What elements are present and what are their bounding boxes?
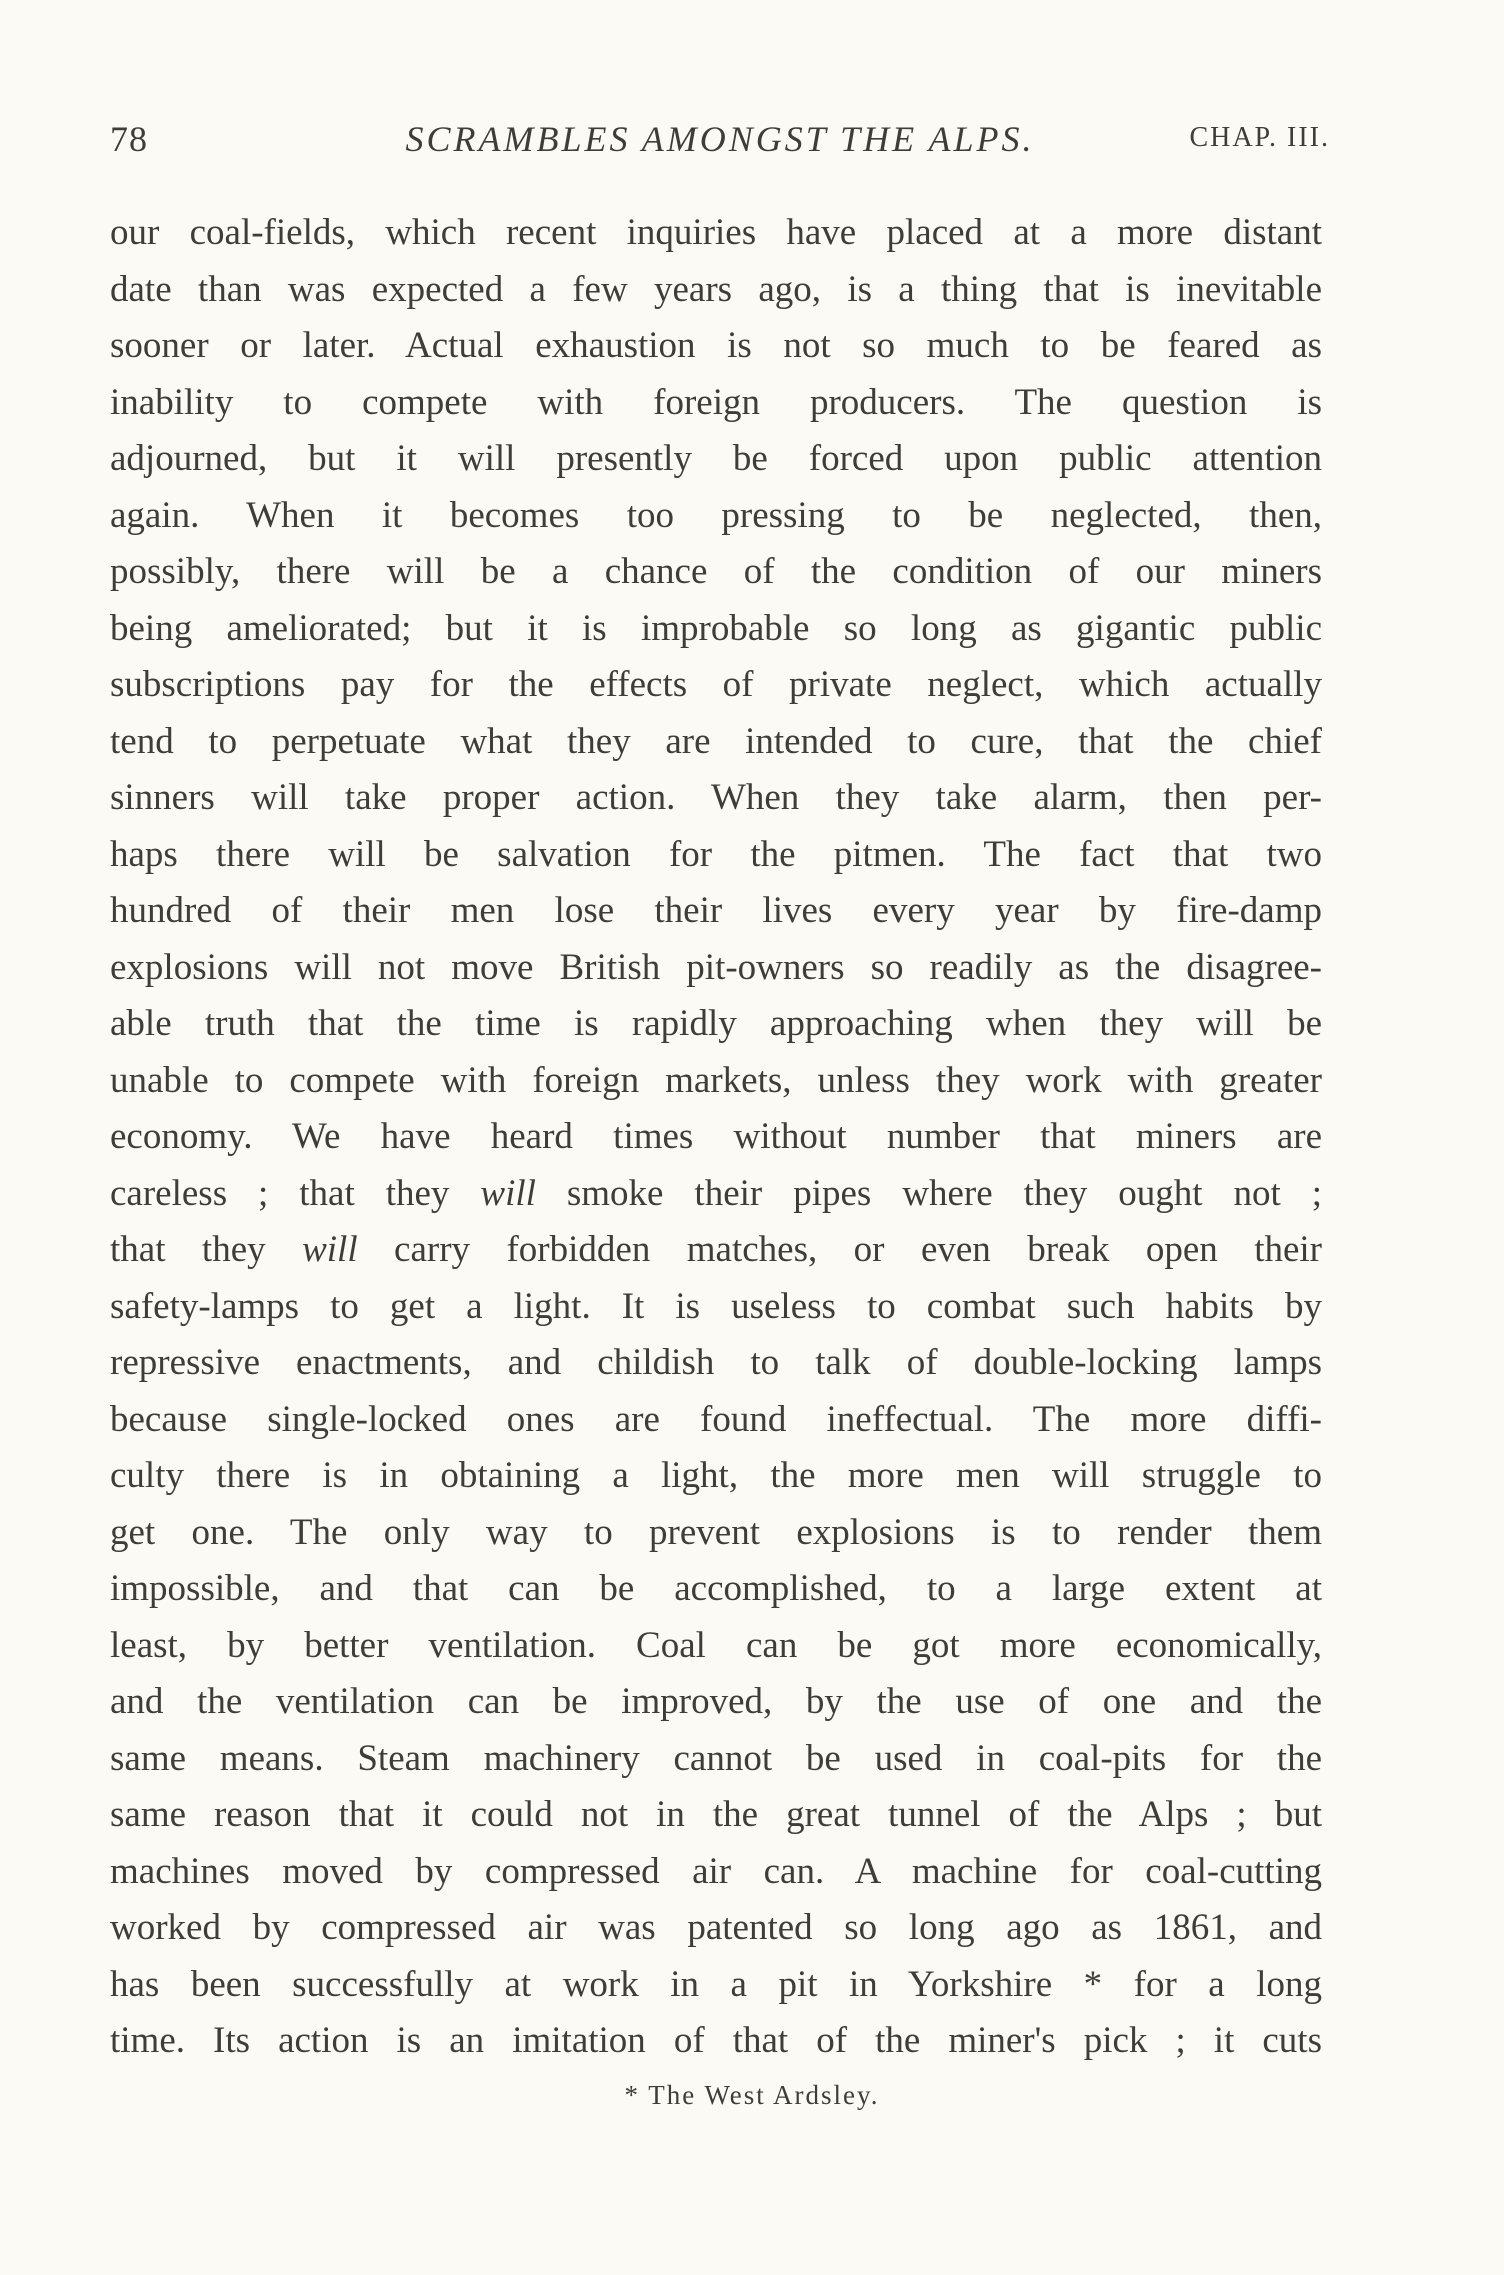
- text-segment: date than was expected a few years ago, is a thing that is inevitable: [110, 268, 1322, 310]
- text-segment: able truth that the time is rapidly approaching when they will be: [110, 1003, 1322, 1044]
- text-line: [110, 1561, 1322, 1618]
- text-line: [110, 431, 1322, 488]
- text-line: [110, 1053, 1322, 1110]
- text-line: [110, 544, 1322, 601]
- footnote: * The West Ardsley.: [624, 2080, 880, 2110]
- text-segment: time. Its action is an imitation of that of the miner's pick ; it cuts: [110, 2020, 1322, 2061]
- text-segment: again. When it becomes too pressing to be neglected, then,: [110, 494, 1322, 536]
- text-line: [110, 205, 1322, 262]
- text-segment: sinners will take proper action. When they take alarm, then per-: [110, 777, 1322, 818]
- running-head: [110, 118, 1330, 168]
- text-segment: impossible, and that can be accomplished, to a large extent at: [110, 1568, 1322, 1609]
- text-line: [110, 1731, 1322, 1788]
- text-line: [110, 827, 1322, 884]
- text-line: [110, 1674, 1322, 1731]
- text-segment: machines moved by compressed air can. A machine for coal-cutting: [110, 1850, 1322, 1892]
- text-segment: our coal-fields, which recent inquiries have placed at a more distant: [110, 212, 1322, 253]
- text-line: [110, 1448, 1322, 1505]
- text-line: [110, 262, 1322, 319]
- text-line: [110, 714, 1322, 771]
- text-segment: same reason that it could not in the great tunnel of the Alps ; but: [110, 1794, 1322, 1835]
- text-line: [110, 318, 1322, 375]
- text-line: [110, 996, 1322, 1053]
- text-line: [110, 1335, 1322, 1392]
- running-title: SCRAMBLES AMONGST THE ALPS.: [405, 119, 1035, 159]
- text-line: [110, 1279, 1322, 1336]
- text-line: [110, 1222, 1322, 1279]
- text-line: [110, 883, 1322, 940]
- text-segment: get one. The only way to prevent explosions is to render them: [110, 1511, 1322, 1553]
- text-segment: being ameliorated; but it is improbable so long as gigantic public: [110, 607, 1322, 649]
- text-line: [110, 1505, 1322, 1562]
- text-segment: repressive enactments, and childish to talk of double-locking lamps: [110, 1342, 1322, 1383]
- body-text: [110, 205, 1322, 2070]
- text-line: [110, 940, 1322, 997]
- text-segment: that they: [110, 1229, 303, 1270]
- text-segment: least, by better ventilation. Coal can be got more economically,: [110, 1624, 1322, 1666]
- text-line: [110, 1957, 1322, 2014]
- text-line: [110, 1844, 1322, 1901]
- text-segment: because single-locked ones are found ineffectual. The more diffi-: [110, 1398, 1322, 1440]
- text-line: [110, 601, 1322, 658]
- text-segment: sooner or later. Actual exhaustion is not so much to be feared as: [110, 325, 1322, 366]
- text-segment: subscriptions pay for the effects of private neglect, which actually: [110, 664, 1322, 705]
- text-line: [110, 1900, 1322, 1957]
- text-line: [110, 1166, 1322, 1223]
- text-line: [110, 488, 1322, 545]
- emphasis-text: will: [302, 1229, 358, 1270]
- text-line: [110, 1618, 1322, 1675]
- text-segment: same means. Steam machinery cannot be used in coal-pits for the: [110, 1737, 1322, 1779]
- text-segment: explosions will not move British pit-owners so readily as the disagree-: [110, 946, 1322, 988]
- text-segment: has been successfully at work in a pit in Yorkshire * for a long: [110, 1963, 1322, 2005]
- chapter-label: CHAP. III.: [1189, 122, 1330, 153]
- text-segment: economy. We have heard times without number that miners are: [110, 1116, 1322, 1157]
- text-line: [110, 2013, 1322, 2070]
- text-line: [110, 657, 1322, 714]
- text-segment: careless ; that they: [110, 1172, 481, 1214]
- text-line: [110, 1392, 1322, 1449]
- text-segment: and the ventilation can be improved, by the use of one and the: [110, 1681, 1322, 1722]
- text-line: [110, 375, 1322, 432]
- text-line: [110, 1787, 1322, 1844]
- text-line: [110, 1109, 1322, 1166]
- text-segment: worked by compressed air was patented so long ago as 1861, and: [110, 1907, 1322, 1948]
- emphasis-text: will: [480, 1172, 536, 1214]
- text-segment: safety-lamps to get a light. It is useless to combat such habits by: [110, 1285, 1322, 1327]
- text-segment: tend to perpetuate what they are intended to cure, that the chief: [110, 720, 1322, 762]
- text-segment: adjourned, but it will presently be forced upon public attention: [110, 438, 1322, 479]
- text-line: [110, 770, 1322, 827]
- text-segment: inability to compete with foreign producers. The question is: [110, 381, 1322, 423]
- text-segment: carry forbidden matches, or even break open their: [357, 1229, 1322, 1270]
- text-segment: hundred of their men lose their lives every year by fire-damp: [110, 890, 1322, 931]
- text-segment: smoke their pipes where they ought not ;: [535, 1172, 1323, 1214]
- text-segment: culty there is in obtaining a light, the more men will struggle to: [110, 1455, 1322, 1496]
- page-number: 78: [110, 119, 148, 159]
- text-segment: possibly, there will be a chance of the condition of our miners: [110, 551, 1322, 592]
- text-segment: unable to compete with foreign markets, unless they work with greater: [110, 1059, 1322, 1101]
- text-segment: haps there will be salvation for the pitmen. The fact that two: [110, 833, 1322, 875]
